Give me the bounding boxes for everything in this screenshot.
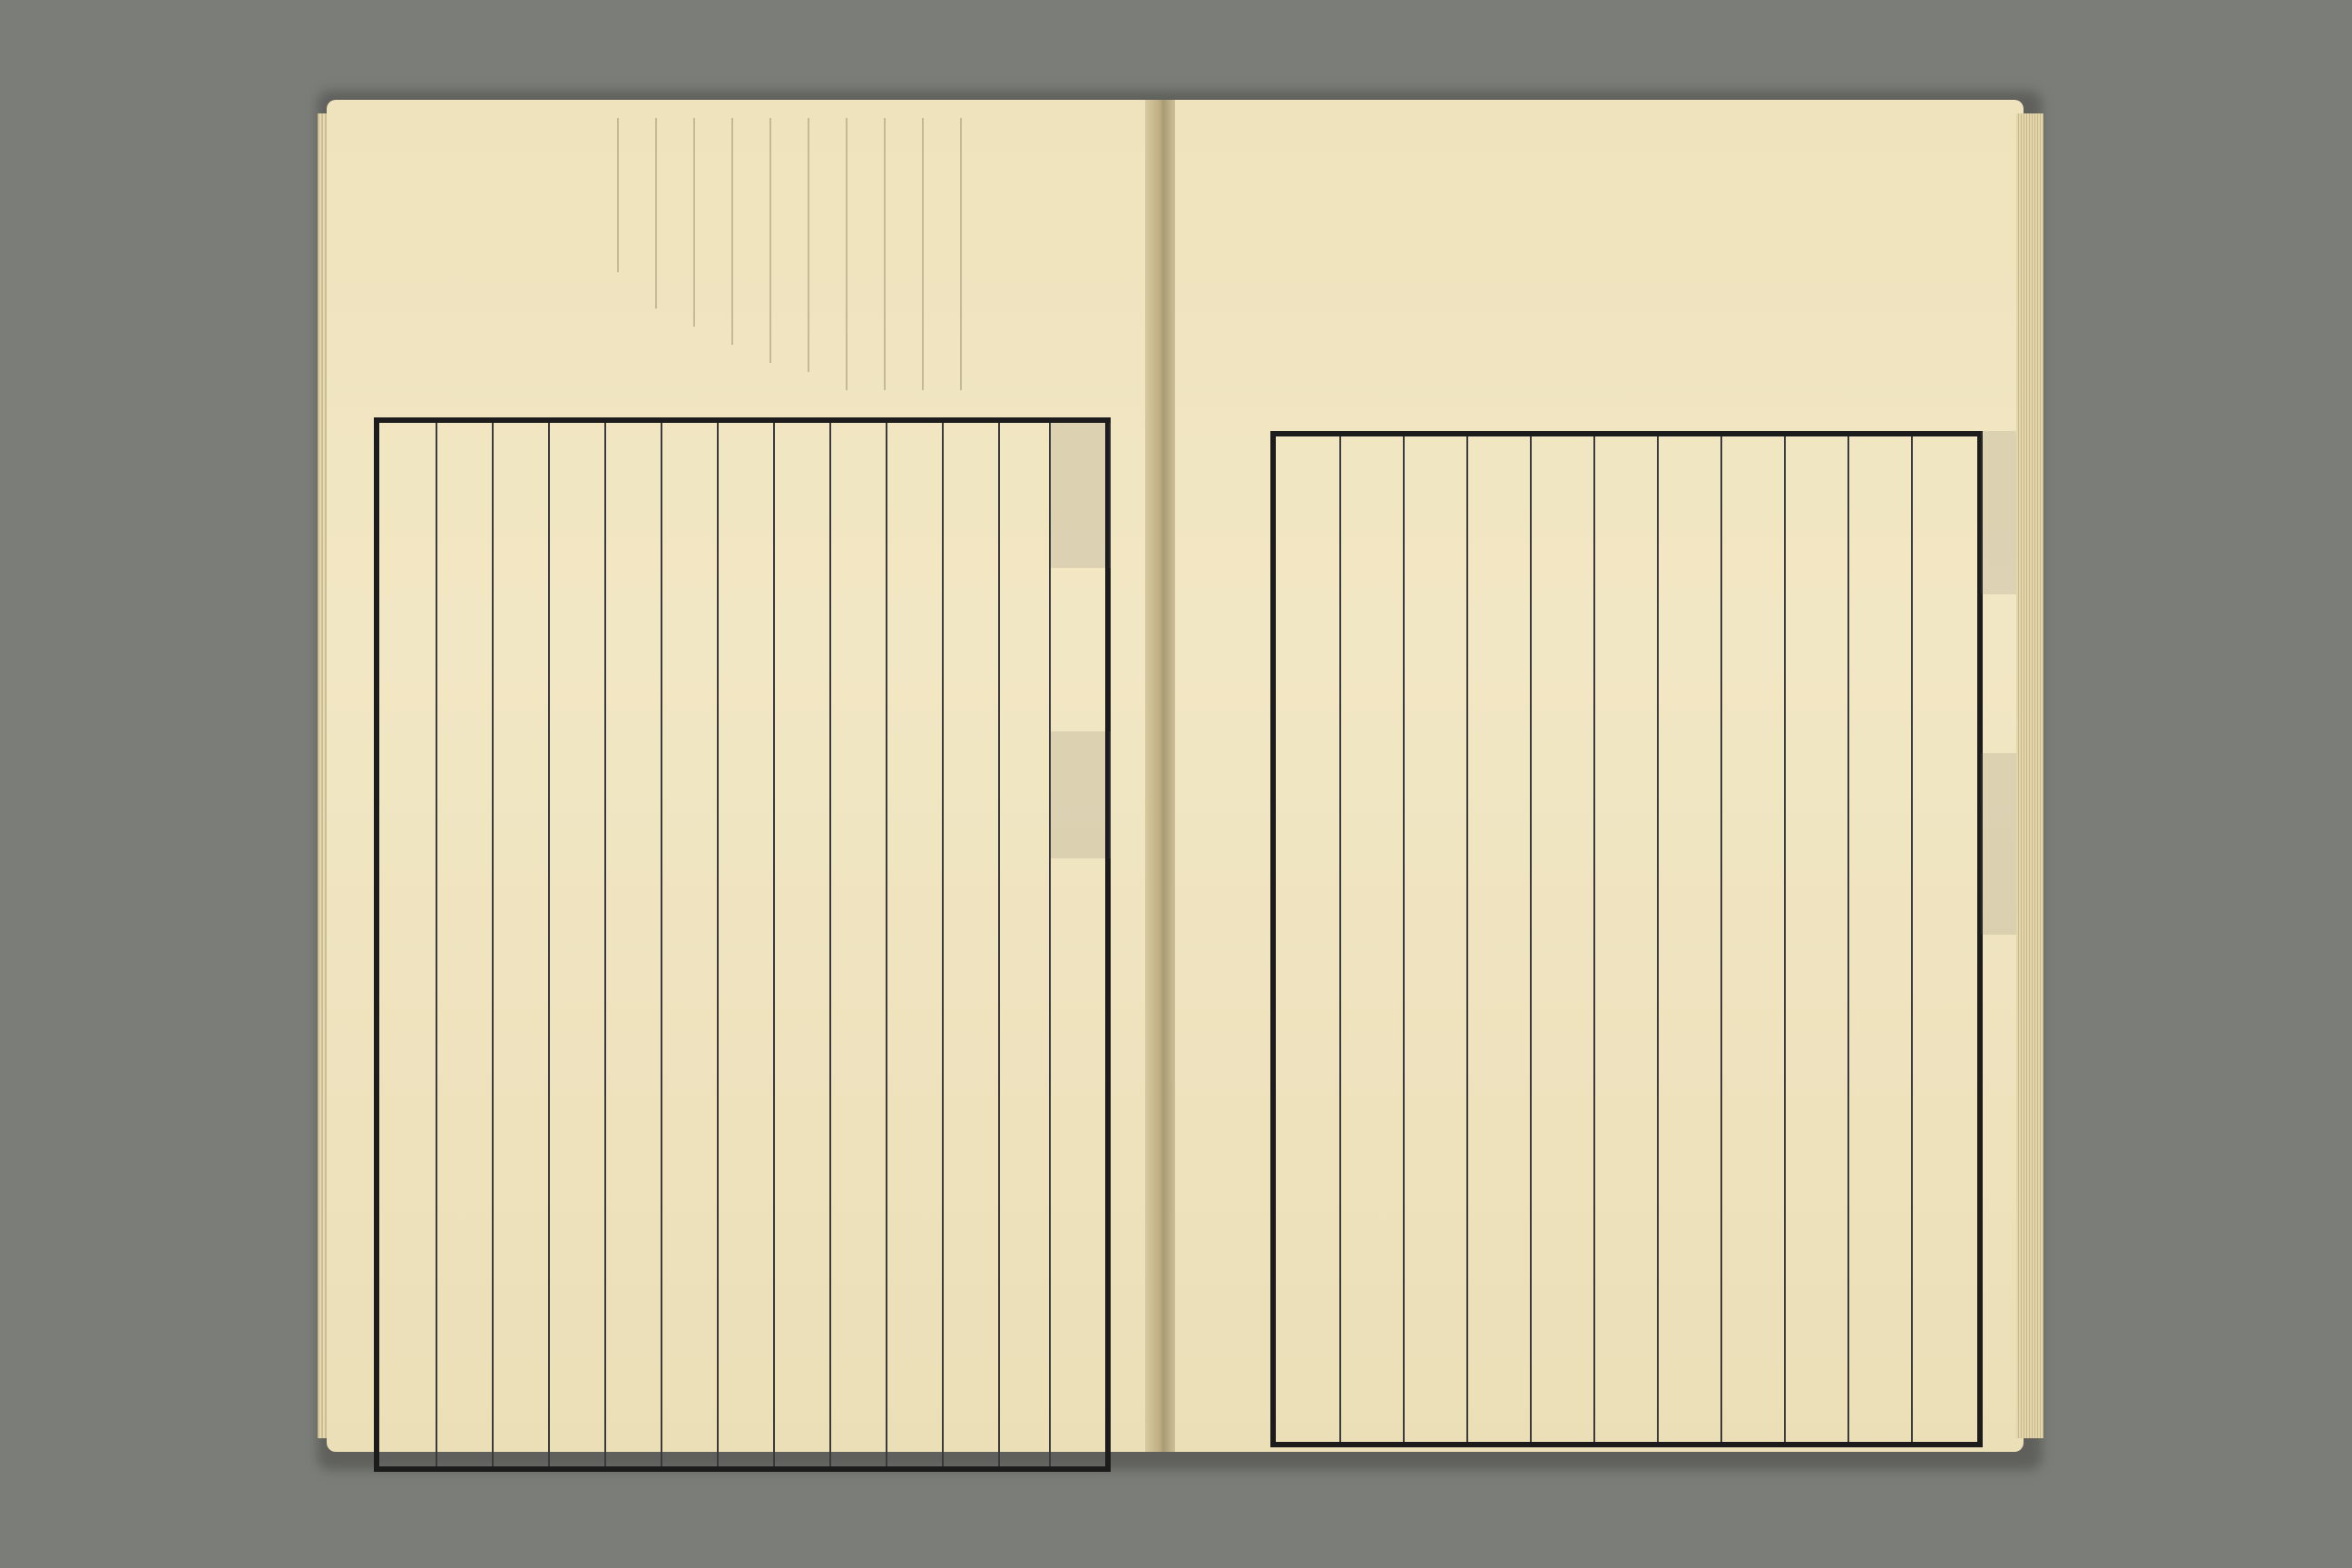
- page-edges-right: [2016, 113, 2043, 1438]
- right-text-frame: [1270, 431, 1983, 1447]
- book-gutter: [1145, 100, 1178, 1452]
- right-page: [1175, 100, 2024, 1452]
- left-margin-title-tab: [1049, 423, 1111, 568]
- handwritten-note: [599, 118, 980, 399]
- left-text-frame: [374, 417, 1111, 1472]
- left-margin-volume-tab: [1049, 731, 1111, 858]
- left-page: [327, 100, 1148, 1452]
